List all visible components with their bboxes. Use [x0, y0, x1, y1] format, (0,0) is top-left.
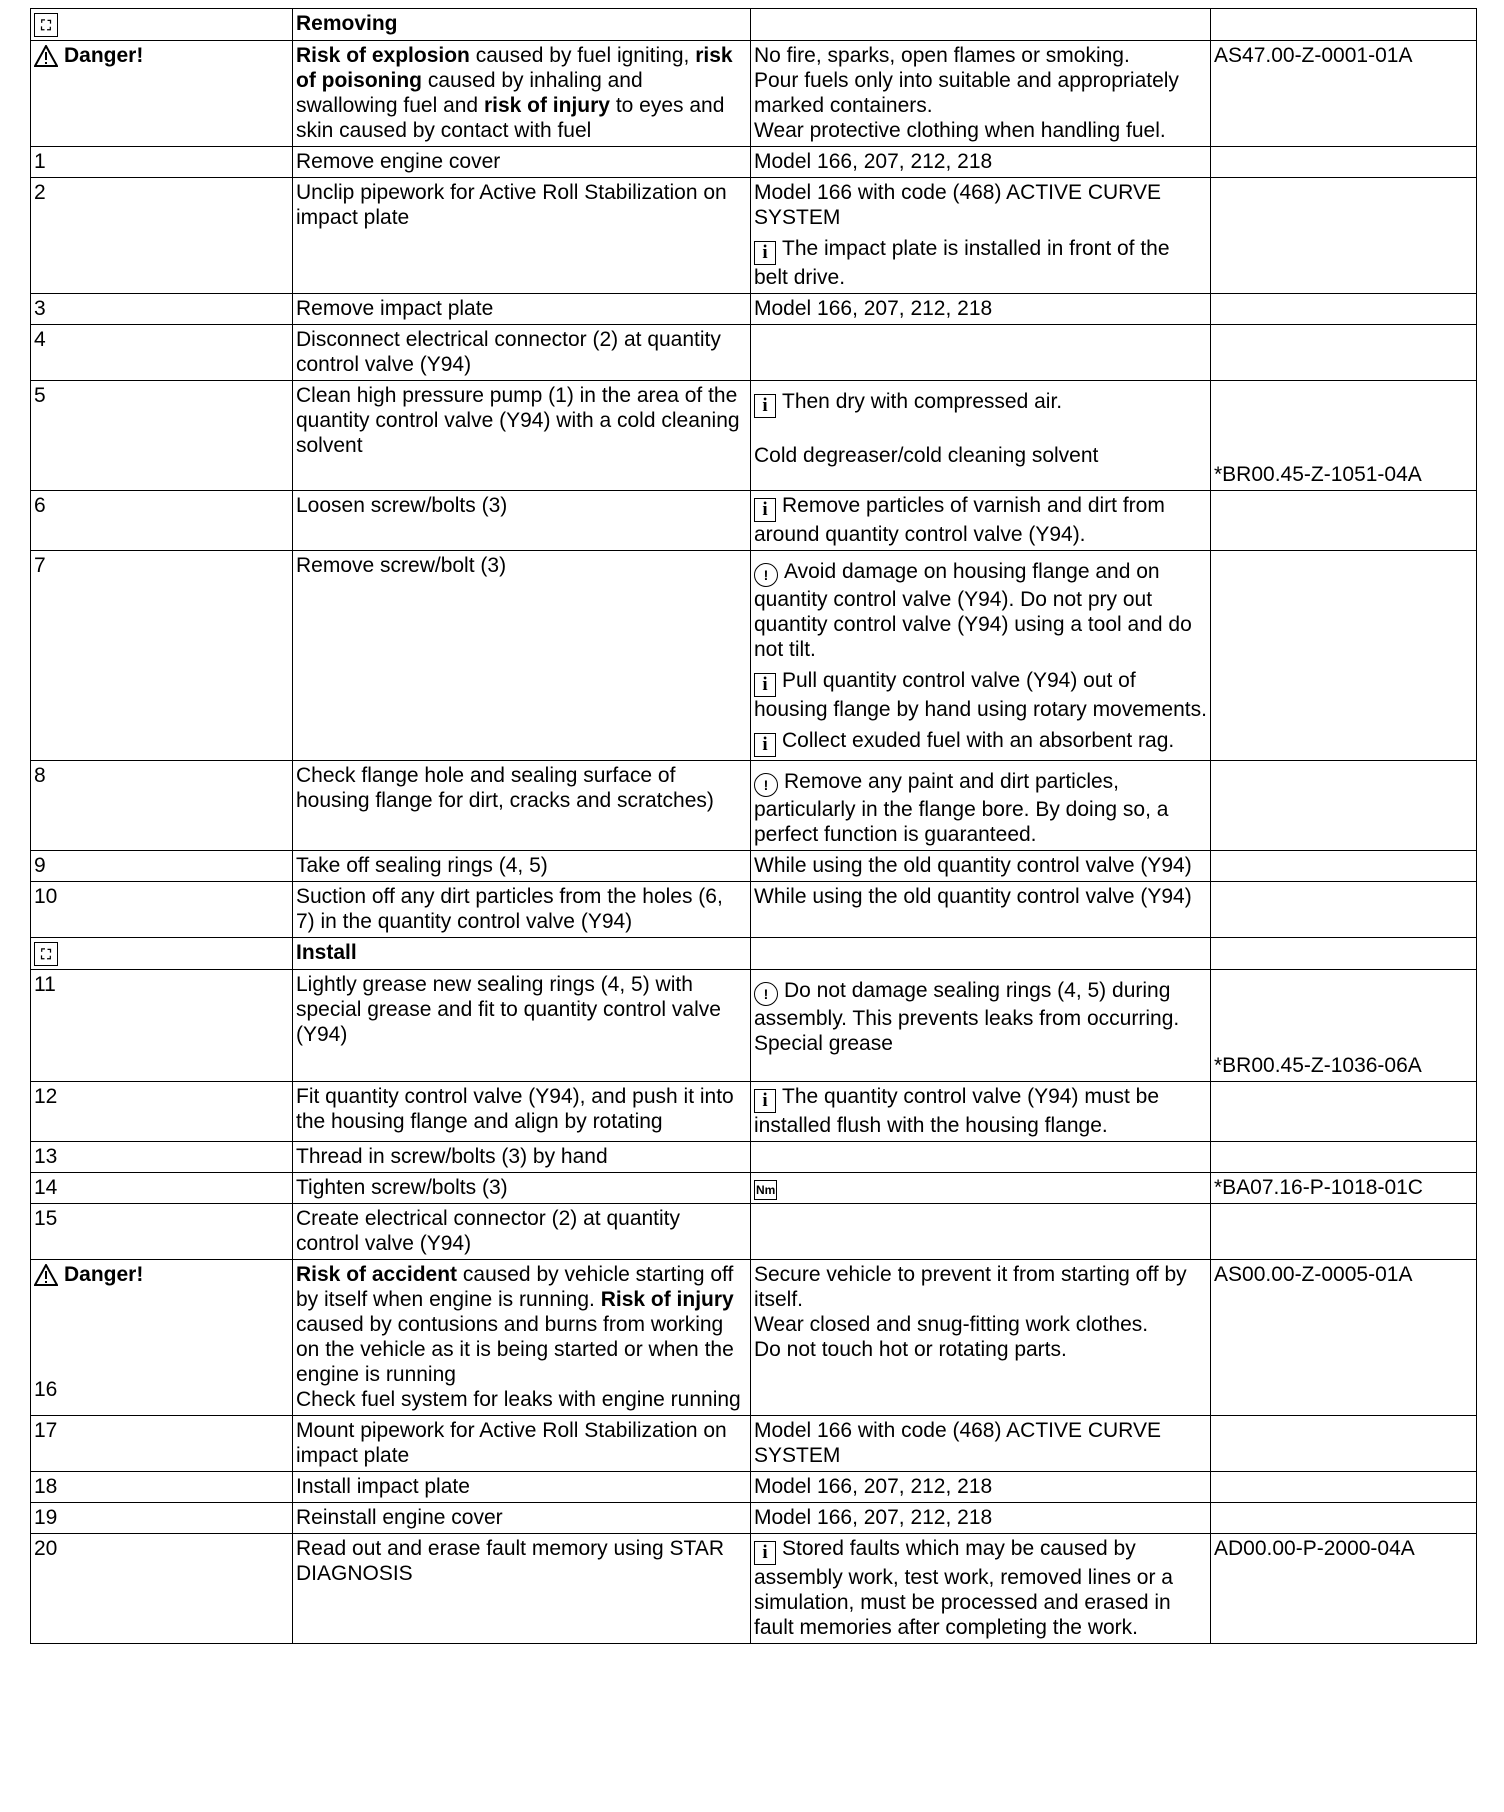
step-action: Loosen screw/bolts (3)	[293, 491, 751, 551]
step-row	[31, 970, 1477, 1082]
reference-code: *BA07.16-P-1018-01C	[1211, 1173, 1477, 1204]
info-text: The impact plate is installed in front of the belt drive.	[754, 237, 1170, 289]
info-text: Remove particles of varnish and dirt from around quantity control valve (Y94).	[754, 494, 1165, 546]
step-action: Mount pipework for Active Roll Stabilization on impact plate	[293, 1416, 751, 1472]
step-row	[31, 761, 1477, 851]
step-row	[31, 147, 1477, 178]
danger-instructions: No fire, sparks, open flames or smoking. Pour fuels only into suitable and appropriately marked containers. Wear protective clothing when handling fuel.	[751, 41, 1211, 147]
step-note: Special grease	[754, 1032, 893, 1055]
info-text: Then dry with compressed air.	[782, 390, 1063, 413]
caution-icon: !	[754, 982, 778, 1006]
step-note: Cold degreaser/cold cleaning solvent	[754, 444, 1099, 467]
step-row	[31, 1082, 1477, 1142]
caution-icon: !	[754, 563, 778, 587]
step-number: 15	[31, 1204, 293, 1260]
step-number: 16	[34, 1377, 58, 1401]
procedure-table	[30, 8, 1477, 1644]
step-number: 4	[31, 325, 293, 381]
step-row	[31, 551, 1477, 761]
step-action: Tighten screw/bolts (3)	[293, 1173, 751, 1204]
step-action: Check flange hole and sealing surface of housing flange for dirt, cracks and scratches)	[293, 761, 751, 851]
step-action: Take off sealing rings (4, 5)	[293, 851, 751, 882]
step-note: Model 166, 207, 212, 218	[751, 147, 1211, 178]
step-action: Read out and erase fault memory using STAR DIAGNOSIS	[293, 1534, 751, 1644]
step-note: Model 166, 207, 212, 218	[751, 1503, 1211, 1534]
step-action: Remove engine cover	[293, 147, 751, 178]
step-number: 13	[31, 1142, 293, 1173]
info-icon: i	[754, 498, 776, 522]
danger-row	[31, 41, 1477, 147]
step-row	[31, 1173, 1477, 1204]
step-number: 10	[31, 882, 293, 938]
step-number: 9	[31, 851, 293, 882]
step-number: 17	[31, 1416, 293, 1472]
step-number: 6	[31, 491, 293, 551]
step-number: 12	[31, 1082, 293, 1142]
warning-triangle-icon	[34, 45, 58, 67]
danger-description: Risk of accident caused by vehicle starting off by itself when engine is running. Risk of injury caused by contusions and burns from working on the vehicle as it is being started or when the engine is running	[296, 1263, 734, 1386]
reference-code: AS47.00-Z-0001-01A	[1211, 41, 1477, 147]
step-note: While using the old quantity control valve (Y94)	[751, 882, 1211, 938]
section-header-removing	[31, 9, 1477, 41]
danger-instructions: Secure vehicle to prevent it from starting off by itself. Wear closed and snug-fitting work clothes. Do not touch hot or rotating parts.	[751, 1260, 1211, 1416]
step-action: Install impact plate	[293, 1472, 751, 1503]
caution-icon: !	[754, 773, 778, 797]
step-number: 14	[31, 1173, 293, 1204]
step-row	[31, 1503, 1477, 1534]
step-row	[31, 178, 1477, 294]
step-action: Remove impact plate	[293, 294, 751, 325]
step-action: Remove screw/bolt (3)	[293, 551, 751, 761]
tools-icon: ⛶	[34, 942, 58, 966]
reference-code: *BR00.45-Z-1051-04A	[1214, 463, 1422, 486]
step-note: Model 166, 207, 212, 218	[751, 294, 1211, 325]
step-number: 7	[31, 551, 293, 761]
step-note: While using the old quantity control valve (Y94)	[751, 851, 1211, 882]
info-text: Pull quantity control valve (Y94) out of housing flange by hand using rotary movements.	[754, 669, 1207, 721]
step-row	[31, 1142, 1477, 1173]
step-note: Model 166, 207, 212, 218	[751, 1472, 1211, 1503]
info-icon: i	[754, 733, 776, 757]
step-row	[31, 381, 1477, 491]
info-icon: i	[754, 241, 776, 265]
step-number: 3	[31, 294, 293, 325]
section-title: Install	[293, 938, 751, 970]
caution-text: Do not damage sealing rings (4, 5) during assembly. This prevents leaks from occurring.	[754, 979, 1180, 1030]
step-number: 11	[31, 970, 293, 1082]
step-row	[31, 882, 1477, 938]
step-action: Create electrical connector (2) at quantity control valve (Y94)	[293, 1204, 751, 1260]
step-number: 8	[31, 761, 293, 851]
step-action: Suction off any dirt particles from the holes (6, 7) in the quantity control valve (Y94)	[293, 882, 751, 938]
step-number: 5	[31, 381, 293, 491]
step-row	[31, 1416, 1477, 1472]
info-icon: i	[754, 1089, 776, 1113]
step-row	[31, 1472, 1477, 1503]
step-action: Reinstall engine cover	[293, 1503, 751, 1534]
torque-nm-icon: Nm	[754, 1180, 777, 1200]
step-number: 20	[31, 1534, 293, 1644]
tools-icon: ⛶	[34, 13, 58, 37]
step-action: Disconnect electrical connector (2) at quantity control valve (Y94)	[293, 325, 751, 381]
danger-label: Danger!	[64, 1263, 144, 1286]
step-row	[31, 851, 1477, 882]
step-action: Clean high pressure pump (1) in the area of the quantity control valve (Y94) with a cold cleaning solvent	[293, 381, 751, 491]
step-row	[31, 1534, 1477, 1644]
step-note: Model 166 with code (468) ACTIVE CURVE SYSTEM	[751, 1416, 1211, 1472]
info-icon: i	[754, 394, 776, 418]
danger-description: Risk of explosion caused by fuel igniting, risk of poisoning caused by inhaling and swallowing fuel and risk of injury to eyes and skin caused by contact with fuel	[293, 41, 751, 147]
step-action: Unclip pipework for Active Roll Stabilization on impact plate	[293, 178, 751, 294]
step-action: Thread in screw/bolts (3) by hand	[293, 1142, 751, 1173]
reference-code: AD00.00-P-2000-04A	[1211, 1534, 1477, 1644]
info-icon: i	[754, 673, 776, 697]
step-number: 1	[31, 147, 293, 178]
step-number: 19	[31, 1503, 293, 1534]
step-action: Lightly grease new sealing rings (4, 5) with special grease and fit to quantity control valve (Y94)	[293, 970, 751, 1082]
reference-code: *BR00.45-Z-1036-06A	[1214, 1054, 1422, 1077]
step-action: Check fuel system for leaks with engine running	[296, 1388, 741, 1411]
info-icon: i	[754, 1541, 776, 1565]
step-number: 2	[31, 178, 293, 294]
danger-row	[31, 1260, 1477, 1416]
step-row	[31, 1204, 1477, 1260]
warning-triangle-icon	[34, 1264, 58, 1286]
section-title: Removing	[293, 9, 751, 41]
step-action: Fit quantity control valve (Y94), and push it into the housing flange and align by rotating	[293, 1082, 751, 1142]
step-row	[31, 491, 1477, 551]
reference-code: AS00.00-Z-0005-01A	[1211, 1260, 1477, 1416]
info-text: The quantity control valve (Y94) must be installed flush with the housing flange.	[754, 1085, 1160, 1137]
step-row	[31, 294, 1477, 325]
step-row	[31, 325, 1477, 381]
caution-text: Avoid damage on housing flange and on quantity control valve (Y94). Do not pry out quantity control valve (Y94) using a tool and do not tilt.	[754, 560, 1192, 661]
danger-label: Danger!	[64, 44, 144, 67]
step-number: 18	[31, 1472, 293, 1503]
step-note: Model 166 with code (468) ACTIVE CURVE SYSTEM	[754, 181, 1161, 229]
info-text: Stored faults which may be caused by assembly work, test work, removed lines or a simulation, must be processed and erased in fault memories after completing the work.	[754, 1537, 1173, 1639]
caution-text: Remove any paint and dirt particles, particularly in the flange bore. By doing so, a perfect function is guaranteed.	[754, 770, 1169, 846]
info-text: Collect exuded fuel with an absorbent rag.	[782, 729, 1175, 752]
section-header-install	[31, 938, 1477, 970]
